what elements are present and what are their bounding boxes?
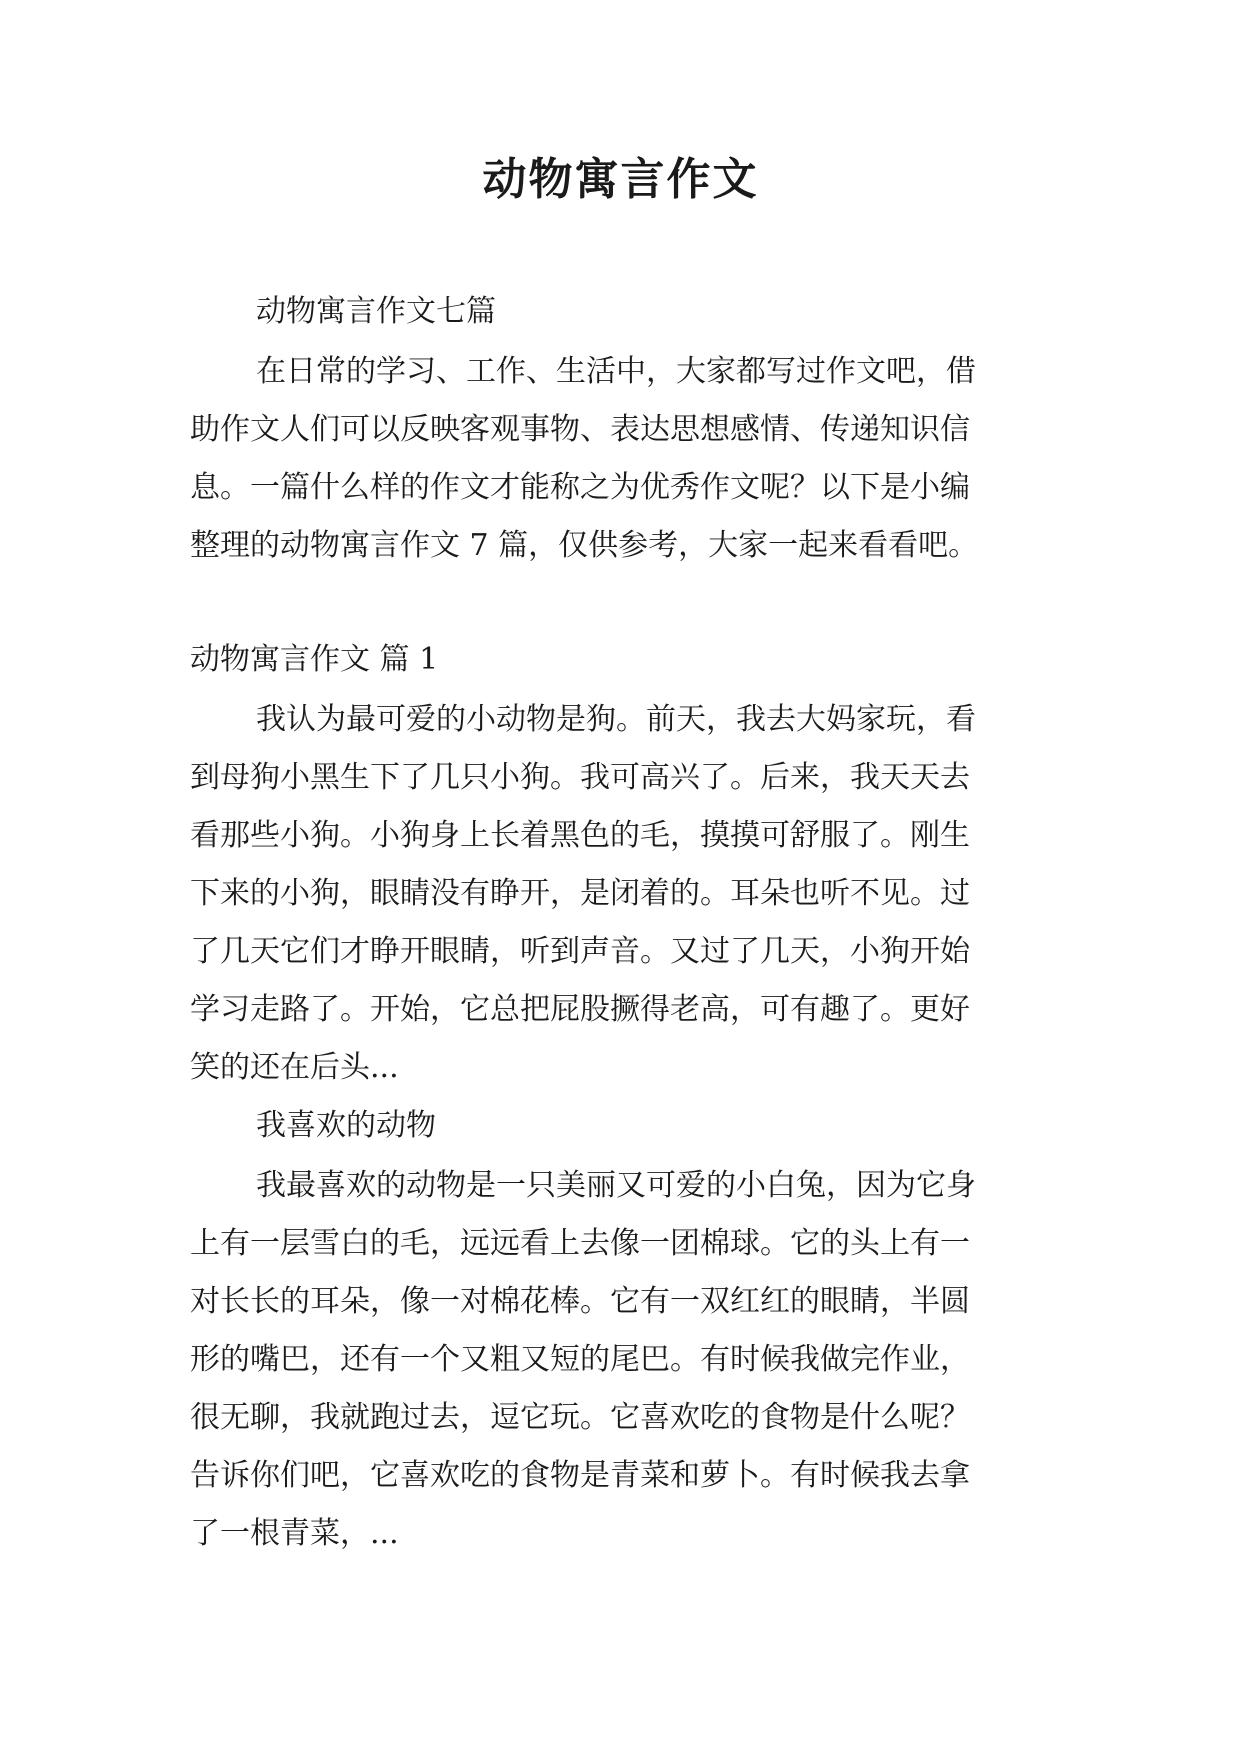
paragraph-line: 笑的还在后头... — [190, 1050, 399, 1085]
paragraph-line: 下来的小狗，眼睛没有睁开，是闭着的。耳朵也听不见。过 — [190, 876, 970, 911]
paragraph-line: 看那些小狗。小狗身上长着黑色的毛，摸摸可舒服了。刚生 — [190, 818, 970, 853]
paragraph-line: 对长长的耳朵，像一对棉花棒。它有一双红红的眼睛，半圆 — [190, 1284, 970, 1319]
intro-line: 息。一篇什么样的作文才能称之为优秀作文呢？以下是小编 — [190, 470, 970, 505]
page-title: 动物寓言作文 — [482, 154, 759, 205]
document-subtitle: 动物寓言作文七篇 — [256, 294, 496, 329]
paragraph-line: 到母狗小黑生下了几只小狗。我可高兴了。后来，我天天去 — [190, 760, 970, 795]
paragraph-line: 很无聊，我就跑过去，逗它玩。它喜欢吃的食物是什么呢？ — [190, 1400, 970, 1435]
paragraph-line: 了一根青菜，... — [190, 1516, 399, 1551]
intro-line: 在日常的学习、工作、生活中，大家都写过作文吧，借 — [256, 354, 976, 389]
paragraph-line: 我认为最可爱的小动物是狗。前天，我去大妈家玩，看 — [256, 702, 976, 737]
paragraph-line: 形的嘴巴，还有一个又粗又短的尾巴。有时候我做完作业， — [190, 1342, 970, 1377]
intro-line: 整理的动物寓言作文 7 篇，仅供参考，大家一起来看看吧。 — [190, 528, 979, 563]
paragraph-line: 我最喜欢的动物是一只美丽又可爱的小白兔，因为它身 — [256, 1168, 976, 1203]
sub-heading: 我喜欢的动物 — [256, 1108, 436, 1143]
paragraph-line: 上有一层雪白的毛，远远看上去像一团棉球。它的头上有一 — [190, 1226, 970, 1261]
paragraph-line: 告诉你们吧，它喜欢吃的食物是青菜和萝卜。有时候我去拿 — [190, 1458, 970, 1493]
paragraph-line: 了几天它们才睁开眼睛，听到声音。又过了几天，小狗开始 — [190, 934, 970, 969]
paragraph-line: 学习走路了。开始，它总把屁股撅得老高，可有趣了。更好 — [190, 992, 970, 1027]
intro-line: 助作文人们可以反映客观事物、表达思想感情、传递知识信 — [190, 412, 970, 447]
section-heading: 动物寓言作文 篇 1 — [190, 642, 439, 677]
